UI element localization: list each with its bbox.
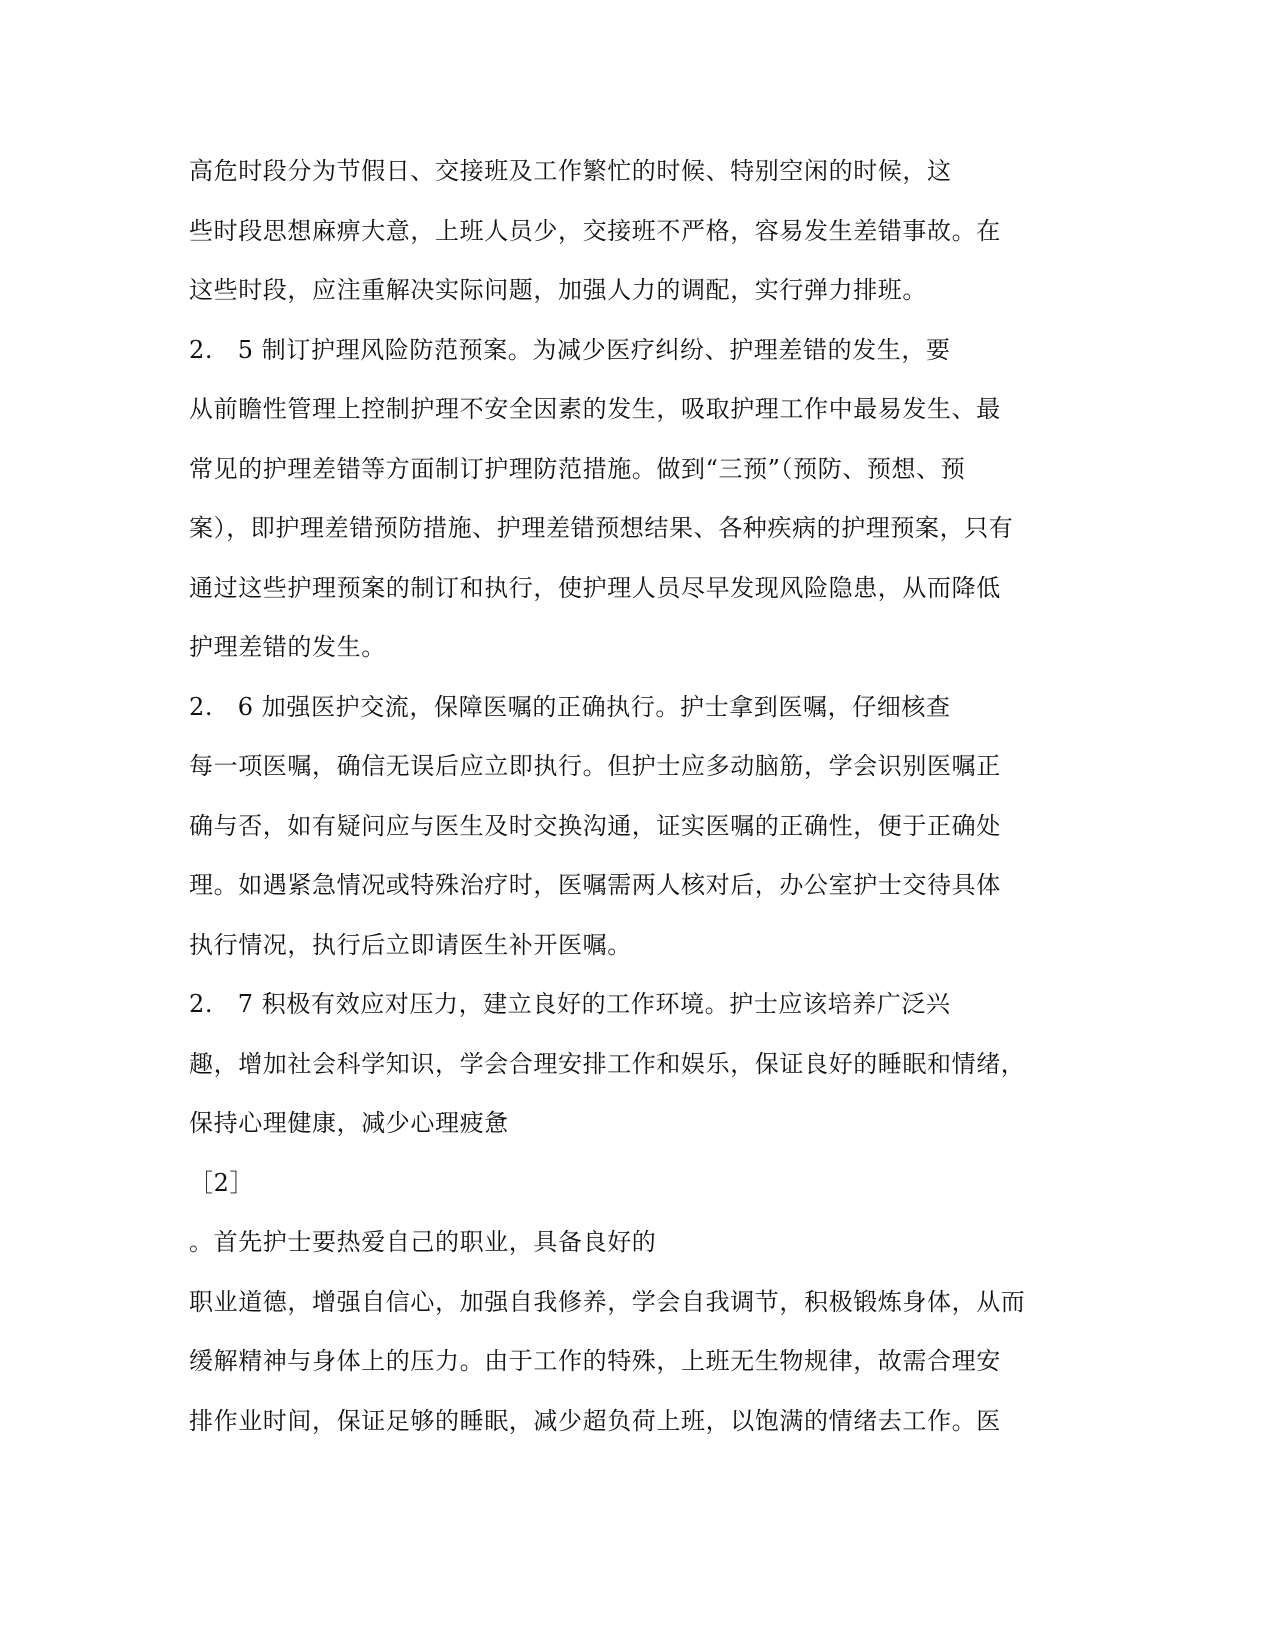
text-line: 缓解精神与身体上的压力。由于工作的特殊，上班无生物规律，故需合理安 bbox=[189, 1347, 1001, 1375]
text-line: 职业道德，增强自信心，加强自我修养，学会自我调节，积极锻炼身体，从而 bbox=[189, 1287, 1026, 1316]
text-line: 趣，增加社会科学知识，学会合理安排工作和娱乐，保证良好的睡眠和情绪， bbox=[189, 1049, 1026, 1078]
text-line: 常见的护理差错等方面制订护理防范措施。做到“三预”（预防、预想、预 bbox=[189, 454, 966, 483]
section-2-7-line: 2. 7 积极有效应对压力，建立良好的工作环境。护士应该培养广泛兴 bbox=[189, 990, 951, 1018]
section-2-5-line: 2. 5 制订护理风险防范预案。为减少医疗纠纷、护理差错的发生，要 bbox=[189, 335, 951, 364]
text-line: 每一项医嘱，确信无误后应立即执行。但护士应多动脑筋，学会识别医嘱正 bbox=[189, 752, 1001, 780]
section-2-6-line: 2. 6 加强医护交流，保障医嘱的正确执行。护士拿到医嘱，仔细核查 bbox=[189, 692, 951, 721]
text-line: 从前瞻性管理上控制护理不安全因素的发生，吸取护理工作中最易发生、最 bbox=[189, 395, 1001, 423]
text-line: 案），即护理差错预防措施、护理差错预想结果、各种疾病的护理预案，只有 bbox=[189, 514, 1014, 542]
text-line: 确与否，如有疑问应与医生及时交换沟通，证实医嘱的正确性，便于正确处 bbox=[189, 811, 1001, 840]
text-line: 执行情况，执行后立即请医生补开医嘱。 bbox=[189, 930, 632, 959]
text-line: 。首先护士要热爱自己的职业，具备良好的 bbox=[189, 1228, 657, 1256]
body-text bbox=[189, 142, 1069, 1451]
text-line: 保持心理健康，减少心理疲惫 bbox=[189, 1109, 509, 1137]
citation-reference: ［2］ bbox=[189, 1168, 255, 1197]
text-line: 这些时段，应注重解决实际问题，加强人力的调配，实行弹力排班。 bbox=[189, 276, 927, 304]
text-line: 高危时段分为节假日、交接班及工作繁忙的时候、特别空闲的时候，这 bbox=[189, 157, 952, 185]
text-line: 护理差错的发生。 bbox=[189, 633, 386, 661]
text-line: 排作业时间，保证足够的睡眠，减少超负荷上班，以饱满的情绪去工作。医 bbox=[189, 1406, 1001, 1435]
text-line: 些时段思想麻痹大意，上班人员少，交接班不严格，容易发生差错事故。在 bbox=[189, 216, 1001, 245]
text-line: 理。如遇紧急情况或特殊治疗时，医嘱需两人核对后，办公室护士交待具体 bbox=[189, 871, 1001, 899]
text-line: 通过这些护理预案的制订和执行，使护理人员尽早发现风险隐患，从而降低 bbox=[189, 573, 1001, 602]
